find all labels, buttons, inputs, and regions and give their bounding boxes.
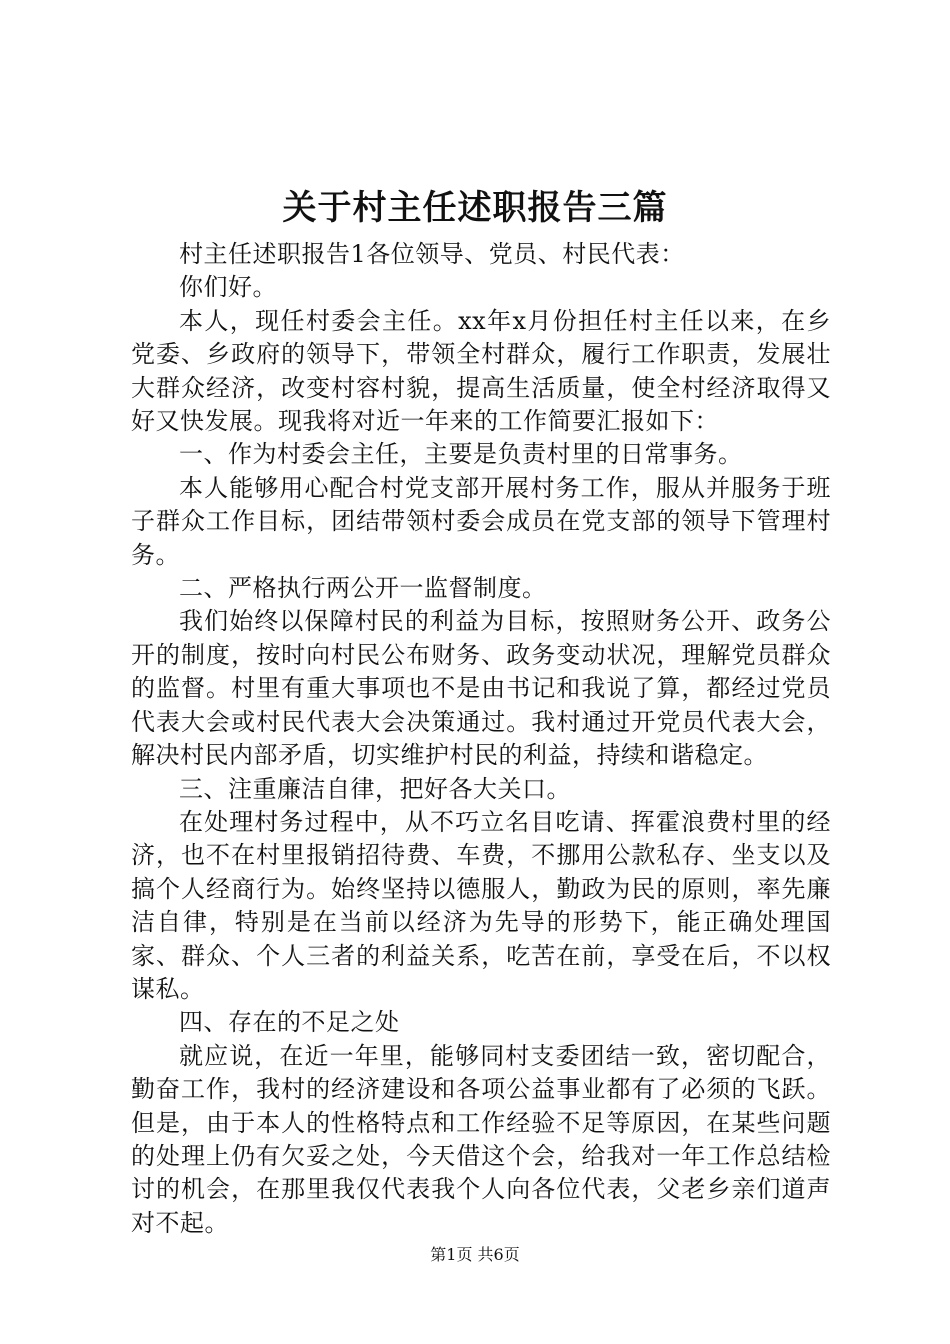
- section-heading-4: 四、存在的不足之处: [179, 1008, 400, 1037]
- document-title: 关于村主任述职报告三篇: [282, 188, 668, 228]
- paragraph-greeting: 村主任述职报告1各位领导、党员、村民代表：: [179, 240, 685, 268]
- section-heading-2: 二、严格执行两公开一监督制度。: [179, 574, 547, 603]
- paragraph-section-4: 就应说，在近一年里，能够同村支委团结一致，密切配合，勤奋工作，我村的经济建设和各项公益事业都有了必须的飞跃。但是，由于本人的性格特点和工作经验不足等原因，在某些问题的处理上仍有欠妥之处，今天借这个会，给我对一年工作总结检讨的机会，在那里我仅代表我个人向各位代表，父老乡亲们道声对不起。: [131, 1041, 831, 1237]
- paragraph-section-3: 在处理村务过程中，从不巧立名目吃请、挥霍浪费村里的经济，也不在村里报销招待费、车费，不挪用公款私存、坐支以及搞个人经商行为。始终坚持以德服人，勤政为民的原则，率先廉洁自律，特别是在当前以经济为先导的形势下，能正确处理国家、群众、个人三者的利益关系，吃苦在前，享受在后，不以权谋私。: [131, 807, 831, 1003]
- paragraph-section-1: 本人能够用心配合村党支部开展村务工作，服从并服务于班子群众工作目标，团结带领村委会成员在党支部的领导下管理村务。: [131, 473, 831, 569]
- paragraph-hello: 你们好。: [179, 273, 277, 302]
- document-body: [131, 238, 831, 1240]
- section-heading-3: 三、注重廉洁自律，把好各大关口。: [179, 774, 571, 803]
- paragraph-intro: 本人，现任村委会主任。xx年x月份担任村主任以来，在乡党委、乡政府的领导下，带领全村群众，履行工作职责，发展壮大群众经济，改变村容村貌，提高生活质量，使全村经济取得又好又快发展。现我将对近一年来的工作简要汇报如下：: [131, 306, 831, 436]
- paragraph-section-2: 我们始终以保障村民的利益为目标，按照财务公开、政务公开的制度，按时向村民公布财务、政务变动状况，理解党员群众的监督。村里有重大事项也不是由书记和我说了算，都经过党员代表大会或村民代表大会决策通过。我村通过开党员代表大会，解决村民内部矛盾，切实维护村民的利益，持续和谐稳定。: [131, 607, 831, 770]
- section-heading-1: 一、作为村委会主任，主要是负责村里的日常事务。: [179, 440, 743, 469]
- page-footer: 第1页 共6页: [430, 1245, 520, 1264]
